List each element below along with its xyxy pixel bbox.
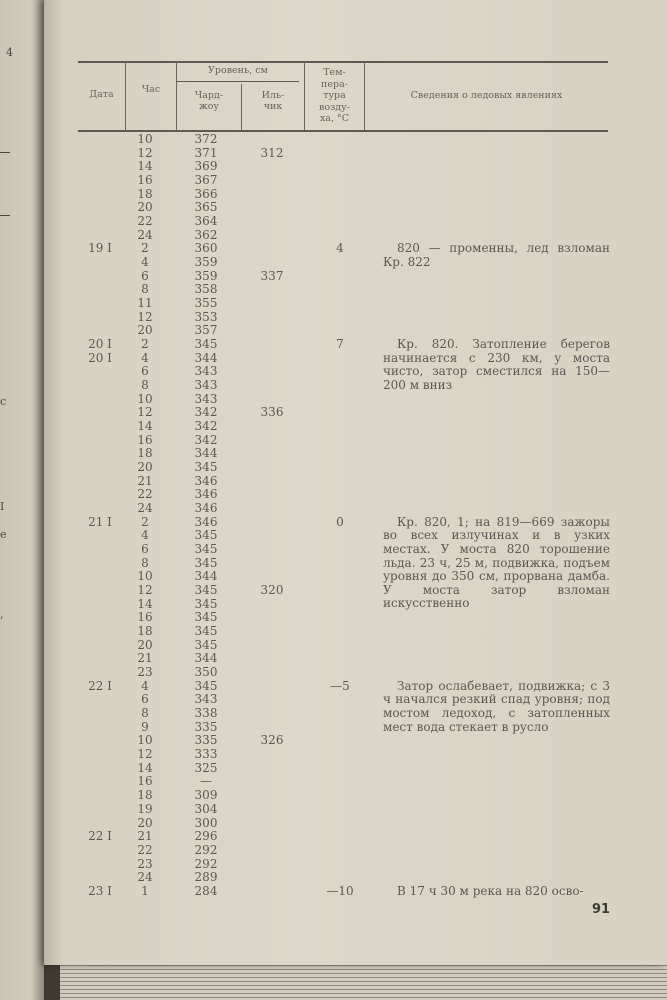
header-ice-info: Сведения о ледовых явлениях bbox=[410, 90, 563, 101]
cell-hour: 12 bbox=[137, 145, 153, 160]
cell-chardzhou-level: 292 bbox=[194, 842, 218, 857]
cell-chardzhou-level: 343 bbox=[194, 692, 218, 707]
table-row bbox=[0, 256, 667, 270]
cell-hour: 24 bbox=[137, 227, 153, 242]
table-row bbox=[0, 420, 667, 434]
header-temperature: Тем- пера- тура возду- ха, °С bbox=[319, 67, 350, 124]
cell-hour: 18 bbox=[137, 788, 153, 803]
cell-chardzhou-level: 292 bbox=[194, 856, 218, 871]
cell-hour: 14 bbox=[137, 596, 153, 611]
cell-hour: 16 bbox=[137, 610, 153, 625]
cell-hour: 2 bbox=[141, 514, 149, 529]
cell-hour: 22 bbox=[137, 842, 153, 857]
cell-hour: 4 bbox=[141, 678, 149, 693]
table-row bbox=[0, 625, 667, 639]
table-row bbox=[0, 652, 667, 666]
header-bottom-rule bbox=[78, 130, 608, 132]
header-hour: Час bbox=[141, 84, 161, 95]
cell-hour: 4 bbox=[141, 255, 149, 270]
prev-page-mark: c bbox=[0, 395, 7, 408]
stacked-page-edges bbox=[60, 962, 667, 1000]
cell-hour: 2 bbox=[141, 241, 149, 256]
cell-hour: 19 bbox=[137, 801, 153, 816]
table-row bbox=[0, 311, 667, 325]
table-row bbox=[0, 201, 667, 215]
cell-hour: 14 bbox=[137, 159, 153, 174]
table-row bbox=[0, 858, 667, 872]
cell-hour: 10 bbox=[137, 569, 153, 584]
cell-hour: 12 bbox=[137, 583, 153, 598]
cell-chardzhou-level: 362 bbox=[194, 227, 218, 242]
table-row bbox=[0, 707, 667, 721]
cell-chardzhou-level: 343 bbox=[194, 364, 218, 379]
cell-hour: 8 bbox=[141, 378, 149, 393]
cell-chardzhou-level: 345 bbox=[194, 637, 218, 652]
cell-hour: 23 bbox=[137, 856, 153, 871]
table-row bbox=[0, 885, 667, 899]
cell-date: 21 I bbox=[88, 514, 112, 529]
cell-chardzhou-level: 369 bbox=[194, 159, 218, 174]
cell-chardzhou-level: 309 bbox=[194, 788, 218, 803]
cell-hour: 2 bbox=[141, 337, 149, 352]
table-row bbox=[0, 447, 667, 461]
cell-chardzhou-level: 300 bbox=[194, 815, 218, 830]
header-level: Уровень, см bbox=[208, 65, 268, 76]
prev-page-mark: e bbox=[0, 528, 7, 541]
cell-hour: 9 bbox=[141, 719, 149, 734]
cell-chardzhou-level: 366 bbox=[194, 186, 218, 201]
cell-hour: 22 bbox=[137, 487, 153, 502]
level-group-rule bbox=[177, 81, 299, 82]
cell-chardzhou-level: 345 bbox=[194, 555, 218, 570]
table-row bbox=[0, 174, 667, 188]
table-row bbox=[0, 817, 667, 831]
table-row bbox=[0, 557, 667, 571]
cell-hour: 4 bbox=[141, 528, 149, 543]
cell-chardzhou-level: 364 bbox=[194, 214, 218, 229]
page-number: 91 bbox=[592, 902, 611, 917]
table-row bbox=[0, 229, 667, 243]
cell-chardzhou-level: 345 bbox=[194, 610, 218, 625]
cell-chardzhou-level: 346 bbox=[194, 514, 218, 529]
table-row bbox=[0, 188, 667, 202]
table-row bbox=[0, 666, 667, 680]
cell-hour: 18 bbox=[137, 446, 153, 461]
cell-hour: 14 bbox=[137, 760, 153, 775]
table-row bbox=[0, 611, 667, 625]
table-row bbox=[0, 270, 667, 284]
cell-date: 22 I bbox=[88, 678, 112, 693]
cell-air-temperature: 7 bbox=[336, 337, 344, 352]
table-row bbox=[0, 584, 667, 598]
cell-date: 20 I bbox=[88, 337, 112, 352]
table-row bbox=[0, 147, 667, 161]
table-row bbox=[0, 734, 667, 748]
cell-hour: 20 bbox=[137, 815, 153, 830]
cell-chardzhou-level: 342 bbox=[194, 432, 218, 447]
cell-air-temperature: 0 bbox=[336, 514, 344, 529]
table-row bbox=[0, 475, 667, 489]
table-row bbox=[0, 529, 667, 543]
table-row bbox=[0, 803, 667, 817]
cell-chardzhou-level: 346 bbox=[194, 473, 218, 488]
cell-date: 22 I bbox=[88, 829, 112, 844]
cell-hour: 20 bbox=[137, 460, 153, 475]
cell-chardzhou-level: 355 bbox=[194, 296, 218, 311]
cell-chardzhou-level: 365 bbox=[194, 200, 218, 215]
cell-ice-info: Кр. 820. Затопление берегов начинается с 230 км, у моста чисто, затор сместился на 150—200 м вниз bbox=[383, 337, 610, 392]
cell-hour: 8 bbox=[141, 282, 149, 297]
cell-hour: 6 bbox=[141, 542, 149, 557]
cell-hour: 6 bbox=[141, 268, 149, 283]
cell-ice-info: Затор ослабевает, подвижка; с 3 ч начался резкий спад уровня; под мостом ледоход, с затопленных мест вода стекает в русло bbox=[383, 678, 610, 734]
cell-hour: 1 bbox=[141, 883, 149, 898]
cell-hour: 20 bbox=[137, 200, 153, 215]
header-chardzhou: Чард- жоу bbox=[194, 90, 224, 112]
prev-page-mark: I bbox=[0, 500, 5, 513]
cell-hour: 4 bbox=[141, 350, 149, 365]
cell-chardzhou-level: 344 bbox=[194, 569, 218, 584]
table-row bbox=[0, 283, 667, 297]
table-row bbox=[0, 393, 667, 407]
cell-hour: 10 bbox=[137, 132, 153, 146]
cell-chardzhou-level: 345 bbox=[194, 583, 218, 598]
cell-chardzhou-level: 343 bbox=[194, 378, 218, 393]
cell-ilchik-level: 326 bbox=[260, 733, 284, 748]
cell-chardzhou-level: 350 bbox=[194, 665, 218, 680]
table-row bbox=[0, 434, 667, 448]
header-date: Дата bbox=[89, 89, 114, 100]
cell-chardzhou-level: 344 bbox=[194, 446, 218, 461]
cell-air-temperature: 4 bbox=[336, 241, 344, 256]
table-row bbox=[0, 639, 667, 653]
cell-chardzhou-level: 345 bbox=[194, 337, 218, 352]
cell-hour: 8 bbox=[141, 706, 149, 721]
table-row bbox=[0, 775, 667, 789]
cell-date: 20 I bbox=[88, 350, 112, 365]
cell-hour: 10 bbox=[137, 391, 153, 406]
cell-hour: 10 bbox=[137, 733, 153, 748]
table-row bbox=[0, 748, 667, 762]
cell-chardzhou-level: 284 bbox=[194, 883, 218, 898]
header-ilchik: Иль- чик bbox=[261, 90, 285, 112]
table-row bbox=[0, 406, 667, 420]
column-divider bbox=[125, 62, 126, 130]
cell-ice-info: Кр. 820, 1; на 819—669 зажоры во всех излучинах и в узких местах. У моста 820 торошение льда. 23 ч, 25 м, подвижка, подъем уровня до 350 см, прорвана дамба. У моста затор взломан искусственно bbox=[383, 514, 610, 611]
cell-chardzhou-level: 344 bbox=[194, 350, 218, 365]
table-row bbox=[0, 160, 667, 174]
table-row bbox=[0, 844, 667, 858]
cell-chardzhou-level: 359 bbox=[194, 255, 218, 270]
table-row bbox=[0, 693, 667, 707]
cell-chardzhou-level: 335 bbox=[194, 733, 218, 748]
cell-chardzhou-level: 345 bbox=[194, 528, 218, 543]
table-row bbox=[0, 365, 667, 379]
table-row bbox=[0, 570, 667, 584]
cell-chardzhou-level: 343 bbox=[194, 391, 218, 406]
cell-chardzhou-level: 353 bbox=[194, 309, 218, 324]
table-row bbox=[0, 488, 667, 502]
cell-ilchik-level: 337 bbox=[260, 268, 284, 283]
cell-chardzhou-level: 304 bbox=[194, 801, 218, 816]
cell-hour: 6 bbox=[141, 364, 149, 379]
table-row bbox=[0, 352, 667, 366]
cell-hour: 6 bbox=[141, 692, 149, 707]
cell-chardzhou-level: 345 bbox=[194, 460, 218, 475]
cell-chardzhou-level: 342 bbox=[194, 419, 218, 434]
cell-chardzhou-level: 358 bbox=[194, 282, 218, 297]
cell-hour: 23 bbox=[137, 665, 153, 680]
prev-page-mark: , bbox=[0, 608, 4, 621]
cell-hour: 18 bbox=[137, 186, 153, 201]
cell-chardzhou-level: 367 bbox=[194, 173, 218, 187]
cell-chardzhou-level: 342 bbox=[194, 405, 218, 420]
table-row bbox=[0, 762, 667, 776]
table-row bbox=[0, 830, 667, 844]
cell-chardzhou-level: 289 bbox=[194, 870, 218, 885]
table-top-rule bbox=[78, 61, 608, 63]
cell-date: 23 I bbox=[88, 883, 112, 898]
cell-ilchik-level: 336 bbox=[260, 405, 284, 420]
cell-hour: 12 bbox=[137, 309, 153, 324]
table-row bbox=[0, 133, 667, 147]
cell-hour: 21 bbox=[137, 473, 153, 488]
cell-air-temperature: —5 bbox=[330, 678, 350, 693]
cell-chardzhou-level: 325 bbox=[194, 760, 218, 775]
cell-chardzhou-level: 335 bbox=[194, 719, 218, 734]
table-row bbox=[0, 502, 667, 516]
cell-chardzhou-level: 333 bbox=[194, 747, 218, 762]
table-row bbox=[0, 461, 667, 475]
cell-hour: 14 bbox=[137, 419, 153, 434]
cell-air-temperature: —10 bbox=[326, 883, 354, 898]
cell-chardzhou-level: 346 bbox=[194, 501, 218, 516]
table-row bbox=[0, 789, 667, 803]
cell-ice-info: 820 — променны, лед взломан Кр. 822 bbox=[383, 241, 610, 269]
cell-chardzhou-level: 346 bbox=[194, 487, 218, 502]
table-row bbox=[0, 324, 667, 338]
cell-chardzhou-level: 345 bbox=[194, 542, 218, 557]
cell-hour: 24 bbox=[137, 501, 153, 516]
table-row bbox=[0, 215, 667, 229]
cell-date: 19 I bbox=[88, 241, 112, 256]
cell-hour: 8 bbox=[141, 555, 149, 570]
cell-chardzhou-level: 345 bbox=[194, 624, 218, 639]
table-row bbox=[0, 297, 667, 311]
cell-chardzhou-level: 345 bbox=[194, 678, 218, 693]
cell-hour: 24 bbox=[137, 870, 153, 885]
cell-hour: 12 bbox=[137, 405, 153, 420]
cell-hour: 16 bbox=[137, 173, 153, 187]
cell-chardzhou-level: 372 bbox=[194, 132, 218, 146]
cell-hour: 18 bbox=[137, 624, 153, 639]
table-row bbox=[0, 379, 667, 393]
cell-hour: 21 bbox=[137, 829, 153, 844]
cell-chardzhou-level: 296 bbox=[194, 829, 218, 844]
cell-hour: 20 bbox=[137, 323, 153, 338]
cell-chardzhou-level: 338 bbox=[194, 706, 218, 721]
cell-hour: 22 bbox=[137, 214, 153, 229]
table-row bbox=[0, 871, 667, 885]
cell-hour: 11 bbox=[137, 296, 153, 311]
cell-chardzhou-level: 345 bbox=[194, 596, 218, 611]
cell-ilchik-level: 312 bbox=[260, 145, 284, 160]
cell-chardzhou-level: 360 bbox=[194, 241, 218, 256]
cell-chardzhou-level: 359 bbox=[194, 268, 218, 283]
cell-chardzhou-level: — bbox=[200, 774, 212, 789]
cell-chardzhou-level: 344 bbox=[194, 651, 218, 666]
cell-chardzhou-level: 371 bbox=[194, 145, 218, 160]
cell-hour: 12 bbox=[137, 747, 153, 762]
cell-hour: 21 bbox=[137, 651, 153, 666]
table-row bbox=[0, 721, 667, 735]
cell-hour: 16 bbox=[137, 432, 153, 447]
cell-ilchik-level: 320 bbox=[260, 583, 284, 598]
table-row bbox=[0, 543, 667, 557]
cell-chardzhou-level: 357 bbox=[194, 323, 218, 338]
cell-ice-info: В 17 ч 30 м река на 820 осво- bbox=[397, 883, 584, 898]
cell-hour: 20 bbox=[137, 637, 153, 652]
cell-hour: 16 bbox=[137, 774, 153, 789]
table-row bbox=[0, 598, 667, 612]
prev-page-mark: 4 bbox=[6, 46, 13, 59]
